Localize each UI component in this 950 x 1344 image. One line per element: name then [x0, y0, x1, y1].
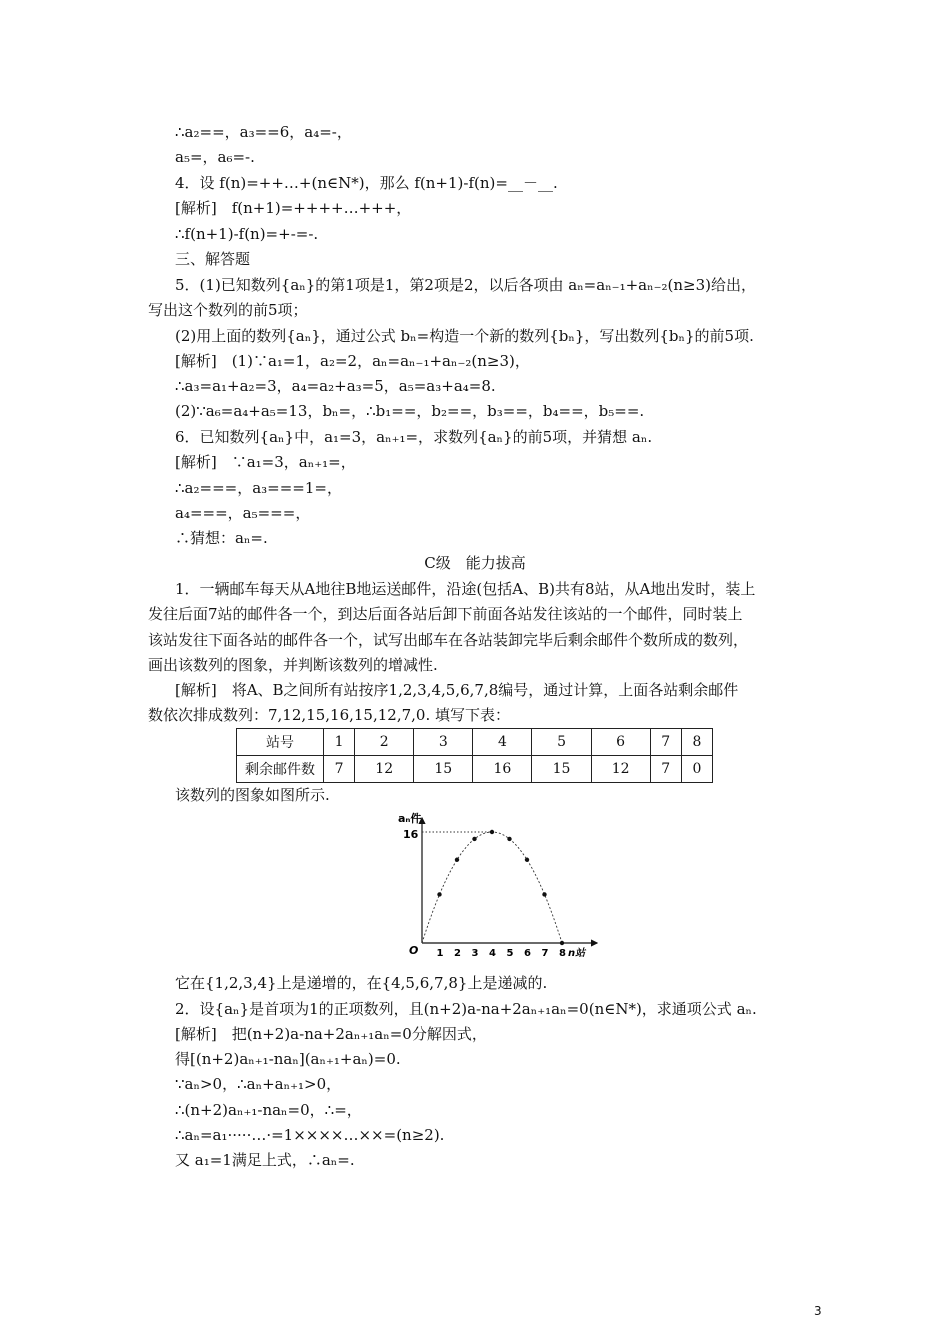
trend-curve [422, 832, 562, 943]
text-line: ∴aₙ=a₁·····…·=1××××…××=(n≥2). [175, 1126, 445, 1144]
table-cell: 15 [532, 756, 591, 783]
text-line: 它在{1,2,3,4}上是递增的，在{4,5,6,7,8}上是递减的. [175, 974, 548, 992]
origin-label: O [409, 944, 419, 957]
table-cell: 16 [473, 756, 532, 783]
text-line: ∴猜想：aₙ=. [175, 529, 268, 547]
table-cell: 15 [414, 756, 473, 783]
data-point [560, 941, 564, 945]
x-tick-label: 1 [436, 948, 444, 959]
text-line: ∴f(n+1)-f(n)=+-=-. [175, 225, 319, 243]
table-row [237, 729, 713, 756]
table-cell: 6 [591, 729, 650, 756]
text-line: 数依次排成数列：7,12,15,16,15,12,7,0. 填写下表： [148, 706, 510, 724]
table-cell: 12 [355, 756, 414, 783]
x-tick-label: 6 [524, 948, 531, 959]
text-line: 2．设{aₙ}是首项为1的正项数列，且(n+2)a-na+2aₙ₊₁aₙ=0(n∈N*)，求通项公式 aₙ. [175, 1000, 757, 1018]
station-table [236, 728, 713, 783]
text-line: [解析] 把(n+2)a-na+2aₙ₊₁aₙ=0分解因式， [175, 1025, 487, 1043]
text-line: (2)用上面的数列{aₙ}，通过公式 bₙ=构造一个新的数列{bₙ}，写出数列{bₙ}的前5项. [175, 327, 754, 345]
text-line: [解析] ∵a₁=3，aₙ₊₁=， [175, 453, 356, 471]
text-line: [解析] f(n+1)=++++…+++， [175, 199, 412, 217]
text-line: a₄===，a₅===， [175, 504, 311, 522]
page-number: 3 [814, 1304, 822, 1318]
text-line: 发往后面7站的邮件各一个，到达后面各站后卸下前面各站发往该站的一个邮件，同时装上 [148, 605, 743, 623]
text-line: 又 a₁=1满足上式，∴aₙ=. [175, 1151, 355, 1169]
table-header-cell: 站号 [237, 729, 324, 756]
text-line: ∴a₂===，a₃===1=， [175, 479, 342, 497]
text-line: a₅=，a₆=-. [175, 148, 255, 166]
x-tick-label: 7 [541, 948, 549, 959]
y-axis-label: aₙ件 [398, 812, 422, 825]
x-tick-label: 3 [471, 948, 479, 959]
data-point [542, 892, 546, 896]
table-cell: 7 [650, 756, 681, 783]
x-axis-label: n站 [568, 948, 586, 959]
table-cell: 7 [324, 756, 355, 783]
text-line: ∴a₂==，a₃==6，a₄=-， [175, 123, 352, 141]
table-cell: 4 [473, 729, 532, 756]
data-point [472, 837, 476, 841]
text-line: 1．一辆邮车每天从A地往B地运送邮件，沿途(包括A、B)共有8站，从A地出发时，装上 [175, 580, 756, 598]
data-point [437, 892, 441, 896]
text-line: ∴a₃=a₁+a₂=3，a₄=a₂+a₃=5，a₅=a₃+a₄=8. [175, 377, 496, 395]
text-line: 画出该数列的图象，并判断该数列的增减性. [148, 656, 438, 674]
table-cell: 12 [591, 756, 650, 783]
y-tick-label: 16 [403, 828, 419, 841]
table-cell: 7 [650, 729, 681, 756]
x-tick-label: 5 [506, 948, 514, 959]
x-tick-label: 4 [489, 948, 496, 959]
text-line: ∴(n+2)aₙ₊₁-naₙ=0，∴=， [175, 1101, 362, 1119]
x-tick-label: 8 [559, 948, 566, 959]
table-cell: 1 [324, 729, 355, 756]
text-line: 该站发往下面各站的邮件各一个，试写出邮车在各站装卸完毕后剩余邮件个数所成的数列， [148, 631, 749, 649]
table-cell: 0 [681, 756, 712, 783]
section-title: C级 能力拔高 [424, 554, 526, 572]
text-line: [解析] 将A、B之间所有站按序1,2,3,4,5,6,7,8编号，通过计算，上面各站剩余邮件 [175, 681, 739, 699]
text-line: 4．设 f(n)=++…+(n∈N*)，那么 f(n+1)-f(n)=__－__. [175, 174, 558, 192]
x-tick-label: 2 [454, 948, 461, 959]
table-cell: 8 [681, 729, 712, 756]
text-line: ∵aₙ>0，∴aₙ+aₙ₊₁>0， [175, 1075, 342, 1093]
data-point [525, 858, 529, 862]
table-header-cell: 剩余邮件数 [237, 756, 324, 783]
table-cell: 3 [414, 729, 473, 756]
table-cell: 5 [532, 729, 591, 756]
text-line: 得[(n+2)aₙ₊₁-naₙ](aₙ₊₁+aₙ)=0. [175, 1050, 401, 1068]
text-line: 该数列的图象如图所示. [175, 786, 330, 804]
table-cell: 2 [355, 729, 414, 756]
text-line: (2)∵a₆=a₄+a₅=13，bₙ=，∴b₁==，b₂==，b₃==，b₄==，b₅==. [175, 402, 645, 420]
text-line: 写出这个数列的前5项； [148, 301, 308, 319]
sequence-chart [390, 808, 605, 963]
text-line: [解析] (1)∵a₁=1，a₂=2，aₙ=aₙ₋₁+aₙ₋₂(n≥3)， [175, 352, 530, 370]
data-point [455, 858, 459, 862]
data-point [490, 830, 494, 834]
data-point [507, 837, 511, 841]
text-line: 5．(1)已知数列{aₙ}的第1项是1，第2项是2，以后各项由 aₙ=aₙ₋₁+aₙ₋₂(n≥3)给出， [175, 276, 757, 294]
text-line: 6．已知数列{aₙ}中，a₁=3，aₙ₊₁=，求数列{aₙ}的前5项，并猜想 aₙ. [175, 428, 653, 446]
table-row [237, 756, 713, 783]
text-line: 三、解答题 [175, 250, 251, 268]
